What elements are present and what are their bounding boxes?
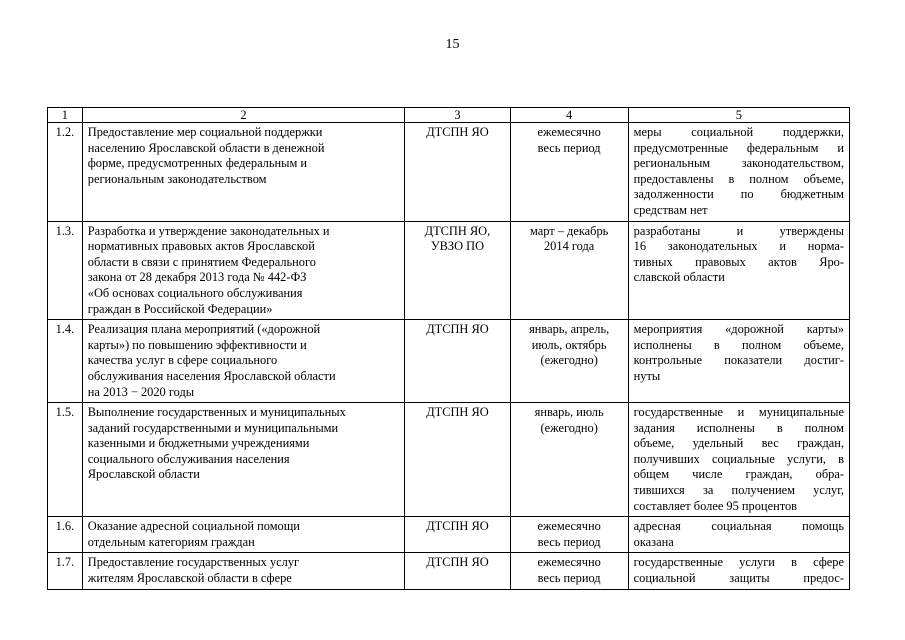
result-line-last: нуты <box>633 368 661 383</box>
row-action-text: Выполнение государственных и муниципальных заданий государственными и муниципальными казенными и бюджетными учреждениями социального обслуживания населения Ярославской области <box>87 405 346 482</box>
result-line: адресная социальная помощь <box>633 519 844 534</box>
row-action-text: Оказание адресной социальной помощи отдельным категориям граждан <box>87 519 300 549</box>
row-action-text: Предоставление мер социальной поддержки населению Ярославской области в денежной форме, предусмотренных федеральным и региональным законодательством <box>87 125 325 186</box>
row-executor <box>405 221 510 320</box>
result-line-last: славской области <box>633 270 725 285</box>
row-executor-text: ДТСПН ЯО, УВЗО ПО <box>424 223 491 254</box>
row-term-text: ежемесячно весь период <box>537 519 601 549</box>
result-line: государственные и муниципальные <box>633 405 844 420</box>
row-executor-text: ДТСПН ЯО <box>426 519 489 534</box>
row-action <box>82 221 404 320</box>
table-row <box>48 123 850 222</box>
result-line-last: составляет более 95 процентов <box>633 498 797 513</box>
row-term <box>510 517 628 553</box>
result-line-last: средствам нет <box>633 202 708 217</box>
table-row <box>48 320 850 403</box>
row-result <box>628 403 849 517</box>
row-executor <box>405 403 510 517</box>
result-line: объеме, удельный вес граждан, <box>633 436 844 451</box>
result-line: мероприятия «дорожной карты» <box>633 322 844 337</box>
row-action <box>82 517 404 553</box>
row-term <box>510 403 628 517</box>
row-action-text: Разработка и утверждение законодательных и нормативных правовых актов Ярославской области в связи с принятием Федерального закона от 28 декабря 2013 года № 442-ФЗ «Об основах социального обслуживания граждан в Российской Федерации» <box>87 223 330 316</box>
result-line: предусмотренные федеральным и <box>633 140 844 155</box>
row-number <box>48 517 83 553</box>
result-line: контрольные показатели достиг- <box>633 353 844 368</box>
row-action <box>82 403 404 517</box>
result-line: предоставлены в полном объеме, <box>633 171 844 186</box>
table-header-row <box>48 108 850 123</box>
table-row <box>48 553 850 589</box>
result-line: 16 законодательных и норма- <box>633 239 844 254</box>
row-term-text: январь, июль (ежегодно) <box>534 405 604 435</box>
row-term <box>510 221 628 320</box>
row-executor-text: ДТСПН ЯО <box>426 125 489 139</box>
row-term <box>510 320 628 403</box>
table-row <box>48 517 850 553</box>
row-action <box>82 320 404 403</box>
row-executor-text: ДТСПН ЯО <box>426 555 489 570</box>
table-body <box>48 108 850 590</box>
header-cell-2: 2 <box>82 108 404 123</box>
result-line-last: оказана <box>633 534 674 549</box>
result-line: общем числе граждан, обра- <box>633 467 844 482</box>
result-line: социальной защиты предос- <box>633 571 844 586</box>
table-row <box>48 403 850 517</box>
header-cell-5: 5 <box>628 108 849 123</box>
header-cell-1: 1 <box>48 108 83 123</box>
row-executor <box>405 553 510 589</box>
row-term-text: январь, апрель, июль, октябрь (ежегодно) <box>529 322 610 368</box>
row-term-text: ежемесячно весь период <box>537 555 601 586</box>
result-line: задания исполнены в полном <box>633 420 844 435</box>
result-line: разработаны и утверждены <box>633 223 844 238</box>
row-result <box>628 553 849 589</box>
row-term <box>510 123 628 222</box>
result-line: получивших социальные услуги, в <box>633 451 844 466</box>
result-line: тившихся за получением услуг, <box>633 483 844 498</box>
row-result <box>628 221 849 320</box>
result-line: тивных правовых актов Яро- <box>633 254 844 269</box>
row-number-text: 1.4. <box>55 322 75 337</box>
row-executor-text: ДТСПН ЯО <box>426 405 489 420</box>
row-executor <box>405 123 510 222</box>
row-term-text: март – декабрь 2014 года <box>529 223 609 254</box>
row-result <box>628 123 849 222</box>
plan-table <box>47 107 850 590</box>
row-number <box>48 553 83 589</box>
row-executor <box>405 320 510 403</box>
row-term-text: ежемесячно весь период <box>537 125 601 155</box>
header-cell-4: 4 <box>510 108 628 123</box>
header-cell-3: 3 <box>405 108 510 123</box>
row-action <box>82 553 404 589</box>
row-number-text: 1.5. <box>55 405 75 420</box>
result-line: исполнены в полном объеме, <box>633 337 844 352</box>
row-term <box>510 553 628 589</box>
row-number <box>48 320 83 403</box>
result-line: региональным законодательством, <box>633 156 844 171</box>
row-action-text: Предоставление государственных услуг жителям Ярославской области в сфере <box>87 555 300 586</box>
row-executor-text: ДТСПН ЯО <box>426 322 489 337</box>
row-number-text: 1.2. <box>55 125 75 139</box>
row-number-text: 1.3. <box>55 223 75 238</box>
row-number-text: 1.7. <box>55 555 75 570</box>
result-line: задолженности по бюджетным <box>633 187 844 202</box>
page-number: 15 <box>445 37 460 52</box>
row-result <box>628 320 849 403</box>
result-line: меры социальной поддержки, <box>633 125 844 139</box>
row-result <box>628 517 849 553</box>
row-number-text: 1.6. <box>55 519 75 534</box>
row-number <box>48 123 83 222</box>
row-action-text: Реализация плана мероприятий («дорожной карты») по повышению эффективности и качества услуг в сфере социального обслуживания населения Ярославской области на 2013 − 2020 годы <box>87 322 336 399</box>
table-row <box>48 221 850 320</box>
row-action <box>82 123 404 222</box>
row-executor <box>405 517 510 553</box>
row-number <box>48 221 83 320</box>
row-number <box>48 403 83 517</box>
result-line: государственные услуги в сфере <box>633 555 844 570</box>
